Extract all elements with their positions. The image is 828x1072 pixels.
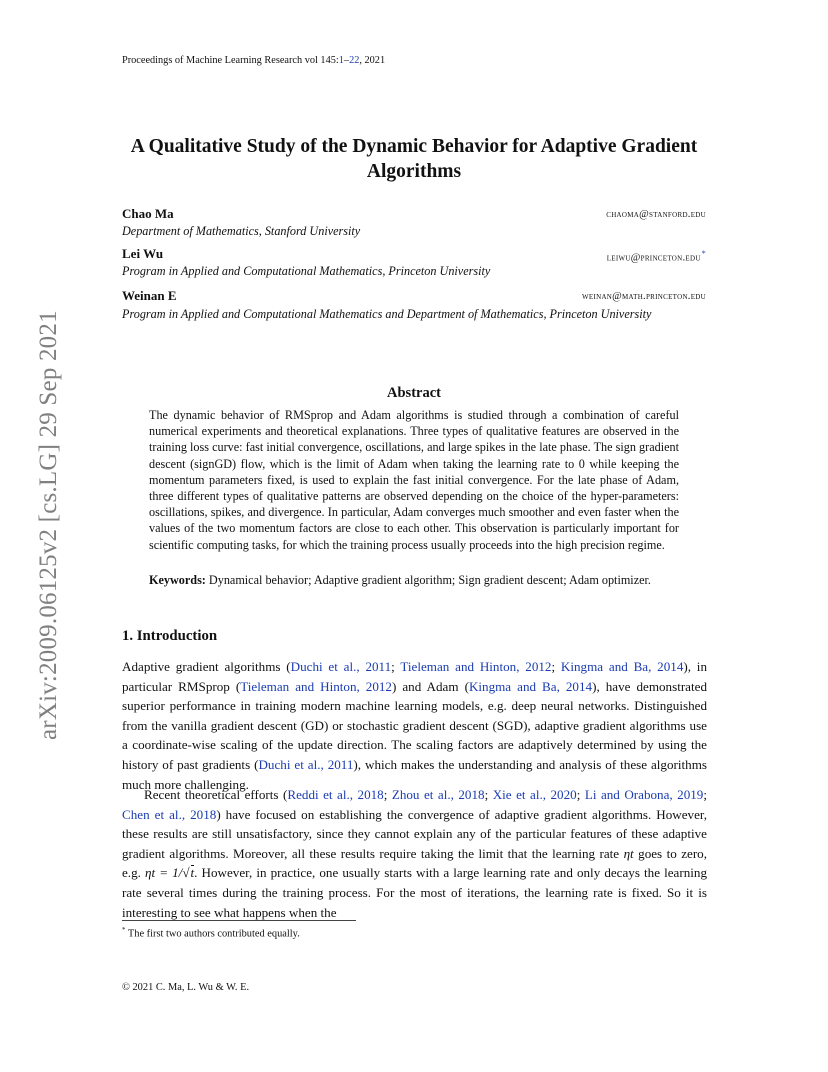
text-run: ;: [551, 659, 561, 674]
text-run: ), in particular RMSprop (: [122, 659, 707, 694]
author-email: [606, 209, 706, 220]
text-run: goes to zero, e.g.: [122, 845, 708, 881]
author-name: Chao Ma: [122, 206, 174, 221]
author-name: Lei Wu: [122, 246, 164, 261]
keywords: [149, 572, 679, 588]
footnote: [122, 926, 300, 939]
citation-link[interactable]: Zhou et al., 2018: [391, 787, 485, 802]
abstract-heading: Abstract: [387, 385, 441, 401]
keywords-text: Dynamical behavior; Adaptive gradient algorithm; Sign gradient descent; Adam optimizer.: [208, 573, 651, 587]
citation-link[interactable]: Tieleman and Hinton, 2012: [400, 659, 552, 674]
text-run: ;: [391, 659, 401, 674]
citation-link[interactable]: Duchi et al., 2011: [258, 756, 354, 772]
title-line-1: A Qualitative Study of the Dynamic Behavior for Adaptive Gradient: [130, 136, 698, 157]
page-end-link[interactable]: 22: [349, 55, 360, 66]
citation-link[interactable]: Tieleman and Hinton, 2012: [240, 678, 392, 694]
author-email-text: chaoma@stanford.edu: [606, 209, 706, 220]
text-run: Recent theoretical efforts (: [144, 787, 288, 802]
citation-link[interactable]: Kingma and Ba, 2014: [468, 678, 593, 694]
page-start-link[interactable]: 1: [338, 55, 344, 66]
text-run: ) have focused on establishing the convergence of adaptive gradient algorithms. However, these results are still unsatisfactory, since they cannot explain any of the particular features of these adaptive gradient algorithms. Moreover, all these results require taking the limit that the learning rate: [122, 806, 707, 861]
text-run: . However, in practice, one usually starts with a large learning rate and only decays the learning rate several times during the training process. For the most of iterations, the learning rate is fixed. So it is interesting to see what happens when the: [122, 865, 708, 920]
copyright-notice: © 2021 C. Ma, L. Wu & W. E.: [122, 982, 250, 993]
author-affiliation: Program in Applied and Computational Mathematics and Department of Mathematics, Princeton University: [122, 307, 652, 321]
math-eta-t: ηt: [623, 845, 634, 861]
text-run: ), which makes the understanding and analysis of these algorithms much more challenging.: [122, 756, 707, 792]
citation-link[interactable]: Xie et al., 2020: [492, 787, 577, 802]
keywords-label: Keywords:: [149, 573, 206, 587]
arxiv-sidebar-stamp: arXiv:2009.06125v2 [cs.LG] 29 Sep 2021: [35, 310, 62, 740]
footnote-divider: [122, 920, 356, 921]
citation-link[interactable]: Li and Orabona, 2019: [584, 787, 704, 802]
text-run: ;: [576, 787, 585, 802]
author-affiliation: Department of Mathematics, Stanford University: [122, 224, 361, 238]
intro-paragraph-1: [122, 657, 707, 794]
text-run: ;: [703, 787, 707, 802]
page-dash: –: [343, 55, 350, 66]
author-email-text: weinan@math.princeton.edu: [581, 291, 706, 302]
author-email: [607, 249, 706, 263]
header-prefix: Proceedings of Machine Learning Research vol 145:: [122, 55, 339, 66]
paper-title: [100, 134, 728, 184]
math-sqrt-t: t: [190, 865, 195, 881]
citation-link[interactable]: Duchi et al., 2011: [290, 659, 392, 674]
author-affiliation: Program in Applied and Computational Mathematics, Princeton University: [122, 264, 491, 278]
footnote-text: The first two authors contributed equally.: [125, 928, 300, 940]
text-run: ) and Adam (: [391, 678, 469, 694]
citation-link[interactable]: Reddi et al., 2018: [287, 787, 384, 802]
section-heading-introduction: 1. Introduction: [122, 628, 218, 644]
citation-link[interactable]: Chen et al., 2018: [122, 806, 217, 822]
citation-link[interactable]: Kingma and Ba, 2014: [560, 659, 684, 674]
intro-paragraph-2: [122, 785, 707, 922]
running-header: [122, 55, 385, 66]
text-run: ;: [484, 787, 493, 802]
author-email: [582, 291, 706, 302]
footnote-mark: *: [122, 926, 126, 934]
header-suffix: , 2021: [359, 55, 386, 66]
text-run: Adaptive gradient algorithms (: [122, 659, 291, 674]
text-run: ;: [383, 787, 392, 802]
sqrt-sign: √: [182, 865, 190, 881]
title-line-2: Algorithms: [366, 161, 462, 182]
footnote-marker-link[interactable]: *: [701, 249, 706, 258]
text-run: ), have demonstrated superior performance in training modern machine learning models, e.g. deep neural networks. Distinguished from the vanilla gradient descent (GD) or stochastic gradient descent (SGD), adaptive gradient algorithms use a coordinate-wise scaling of the update direction. The scaling factors are adaptively determined by using the history of past gradients (: [122, 678, 707, 772]
math-eta-equation: ηt = 1/: [145, 865, 183, 881]
author-email-text: leiwu@princeton.edu: [606, 252, 701, 264]
author-name: Weinan E: [122, 288, 177, 303]
abstract-body: The dynamic behavior of RMSprop and Adam algorithms is studied through a combination of careful numerical experiments and theoretical explanations. Three types of qualitative features are observed in the training loss curve: fast initial convergence, oscillations, and large spikes in the late phase. The sign gradient descent (signGD) flow, which is the limit of Adam when taking the learning rate to 0 while keeping the momentum parameters fixed, is used to explain the fast initial convergence. For the late phase of Adam, three different types of qualitative patterns are observed depending on the choice of the hyper-parameters: oscillations, spikes, and divergence. In particular, Adam converges much smoother and even faster when the values of the two momentum factors are close to each other. This observation is particularly important for scientific computing tasks, for which the training process usually proceeds into the high precision regime.: [149, 408, 679, 552]
